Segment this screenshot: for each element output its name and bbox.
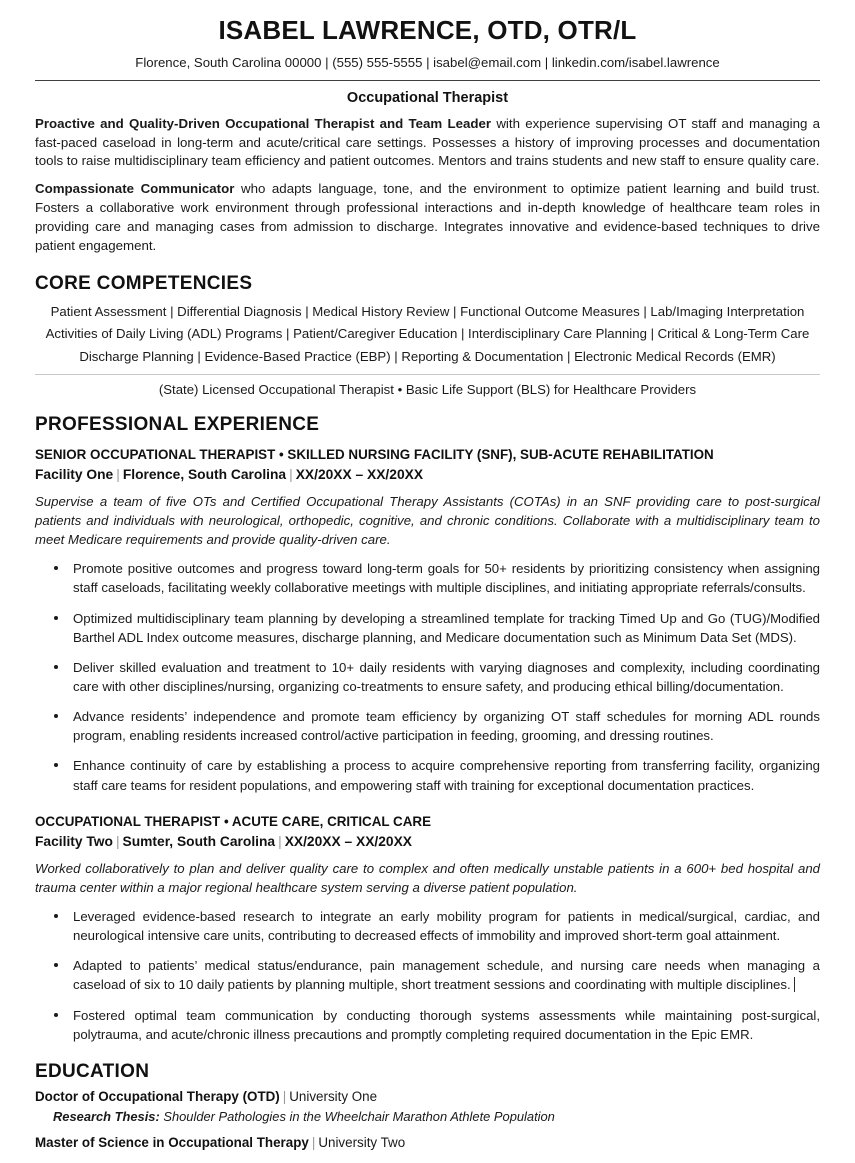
job-meta [35, 466, 820, 485]
meta-separator: | [115, 834, 120, 850]
experience-entry [35, 813, 820, 1044]
job-bullet-list [35, 907, 820, 1044]
education-degree-line [35, 1134, 820, 1153]
target-job-title: Occupational Therapist [346, 89, 509, 106]
job-description: Worked collaboratively to plan and deliver quality care to complex and often medically unstable patients in a 600+ bed hospital and trauma center within a major regional healthcare system serving a diverse patient population. [35, 860, 820, 895]
education-thesis [53, 1108, 820, 1126]
job-bullet: Leveraged evidence-based research to integrate an early mobility program for patients in medical/surgical, cardiac, and neurological intensive care units, contributing to decreased effects of immobility and improved short-term goal attainment. [35, 907, 820, 945]
section-heading-core-competencies: CORE COMPETENCIES [35, 272, 253, 294]
summary-lead: Proactive and Quality-Driven Occupational Therapist and Team Leader [35, 115, 492, 131]
thesis-label: Research Thesis: [53, 1109, 160, 1125]
summary-lead: Compassionate Communicator [35, 181, 235, 197]
job-bullet: Fostered optimal team communication by conducting thorough systems assessments while maintaining post-surgical, polytrauma, and acute/chronic illness precautions and promptly completing required documentation in the Epic EMR. [35, 1006, 820, 1044]
text-cursor-caret [794, 977, 795, 992]
meta-separator: | [311, 1135, 316, 1151]
competencies-divider [35, 374, 820, 375]
education-section [35, 1061, 820, 1153]
job-bullet: Advance residents’ independence and promote team efficiency by organizing OT staff schedules for morning ADL rounds program, enabling residents increased control/active participation in feeding, grooming, and dressing routines. [35, 707, 820, 745]
job-bullet-list [35, 559, 820, 794]
core-competencies-list [35, 302, 820, 367]
job-bullet: Optimized multidisciplinary team planning by developing a streamlined template for tracking Timed Up and Go (TUG)/Modified Barthel ADL Index outcome measures, discharge planning, and Medicare documentation such as Minimum Data Set (MDS). [35, 609, 820, 647]
job-location: Sumter, South Carolina [122, 834, 276, 850]
education-entry [35, 1088, 820, 1127]
job-bullet [35, 956, 820, 994]
education-degree: Master of Science in Occupational Therapy [35, 1135, 309, 1151]
core-competencies-line: Discharge Planning | Evidence-Based Practice (EBP) | Reporting & Documentation | Electronic Medical Records (EMR) [79, 348, 776, 364]
meta-separator: | [282, 1088, 287, 1104]
summary-body: who adapts language, tone, and the environment to optimize patient learning and build trust. Fosters a collaborative work environment through professional interactions and in-depth knowledge of healthcare team roles in providing care and managing cases from admission to discharge. Integrates innovative and evidence-based techniques to drive patient engagement. [35, 181, 820, 253]
job-title: SENIOR OCCUPATIONAL THERAPIST • SKILLED NURSING FACILITY (SNF), SUB-ACUTE REHABILITATION [35, 446, 714, 462]
education-degree-line [35, 1088, 820, 1107]
candidate-name: ISABEL LAWRENCE, OTD, OTR/L [218, 15, 637, 45]
job-employer: Facility One [35, 467, 114, 483]
job-description: Supervise a team of five OTs and Certified Occupational Therapy Assistants (COTAs) in an SNF providing care to post-surgical patients and individuals with neurological, orthopedic, cognitive, and chronic conditions. Collaborate with a multidisciplinary team to meet Medicare requirements and provide quality-driven care. [35, 493, 820, 548]
meta-separator: | [116, 467, 120, 483]
summary-body: with experience supervising OT staff and managing a fast-paced caseload in long-term and acute/critical care settings. Possesses a history of improving processes and documentation tools to raise multidisciplinary team efficiency and patient outcomes. Mentors and trains students and new staff to ensure quality care. [35, 115, 820, 169]
experience-entry [35, 446, 820, 795]
job-dates: XX/20XX – XX/20XX [295, 467, 424, 483]
thesis-value: Shoulder Pathologies in the Wheelchair Marathon Athlete Population [159, 1109, 555, 1125]
summary-paragraph [35, 180, 820, 256]
job-dates: XX/20XX – XX/20XX [284, 834, 413, 850]
licensure-line: (State) Licensed Occupational Therapist • Basic Life Support (BLS) for Healthcare Providers [158, 382, 697, 398]
core-competencies-line: Activities of Daily Living (ADL) Programs | Patient/Caregiver Education | Interdisciplinary Care Planning | Critical & Long-Term Care [45, 326, 810, 342]
job-title: OCCUPATIONAL THERAPIST • ACUTE CARE, CRITICAL CARE [35, 813, 431, 829]
job-bullet-text: Adapted to patients’ medical status/endurance, pain management schedule, and nursing care needs when managing a caseload of six to 10 daily patients by planning multiple, short treatment sessions and coordinating with multiple disciplines. [73, 958, 820, 993]
professional-experience-section [35, 414, 820, 1044]
education-school: University One [289, 1088, 378, 1104]
job-location: Florence, South Carolina [122, 467, 287, 483]
core-competencies-line: Patient Assessment | Differential Diagnosis | Medical History Review | Functional Outcome Measures | Lab/Imaging Interpretation [50, 303, 805, 319]
section-heading-professional-experience: PROFESSIONAL EXPERIENCE [35, 414, 320, 436]
education-degree: Doctor of Occupational Therapy (OTD) [35, 1088, 280, 1104]
job-bullet: Deliver skilled evaluation and treatment to 10+ daily residents with varying diagnoses and complexity, including coordinating care with other disciplines/nursing, organizing co-treatments to ensure safety, and producing ethical billing/documentation. [35, 658, 820, 696]
core-competencies-section [35, 273, 820, 397]
header-divider [35, 80, 820, 81]
contact-line: Florence, South Carolina 00000 | (555) 555-5555 | isabel@email.com | linkedin.com/isabel.lawrence [135, 54, 720, 70]
meta-separator: | [278, 834, 282, 850]
job-bullet: Promote positive outcomes and progress toward long-term goals for 50+ residents by prioritizing consistency when assigning staff caseloads, facilitating weekly collaborative meetings with multiple disciplines, and initiating appropriate referrals/consults. [35, 559, 820, 597]
summary-paragraph [35, 115, 820, 172]
job-meta [35, 833, 820, 852]
job-bullet: Enhance continuity of care by establishing a process to acquire comprehensive reporting from transferring facility, organizing staff care teams for resident populations, and empowering staff with training for exceptional documentation practices. [35, 756, 820, 794]
meta-separator: | [289, 467, 293, 483]
section-heading-education: EDUCATION [35, 1060, 150, 1082]
summary-section [35, 115, 820, 256]
education-entry [35, 1134, 820, 1153]
job-employer: Facility Two [35, 834, 113, 850]
education-school: University Two [318, 1135, 406, 1151]
